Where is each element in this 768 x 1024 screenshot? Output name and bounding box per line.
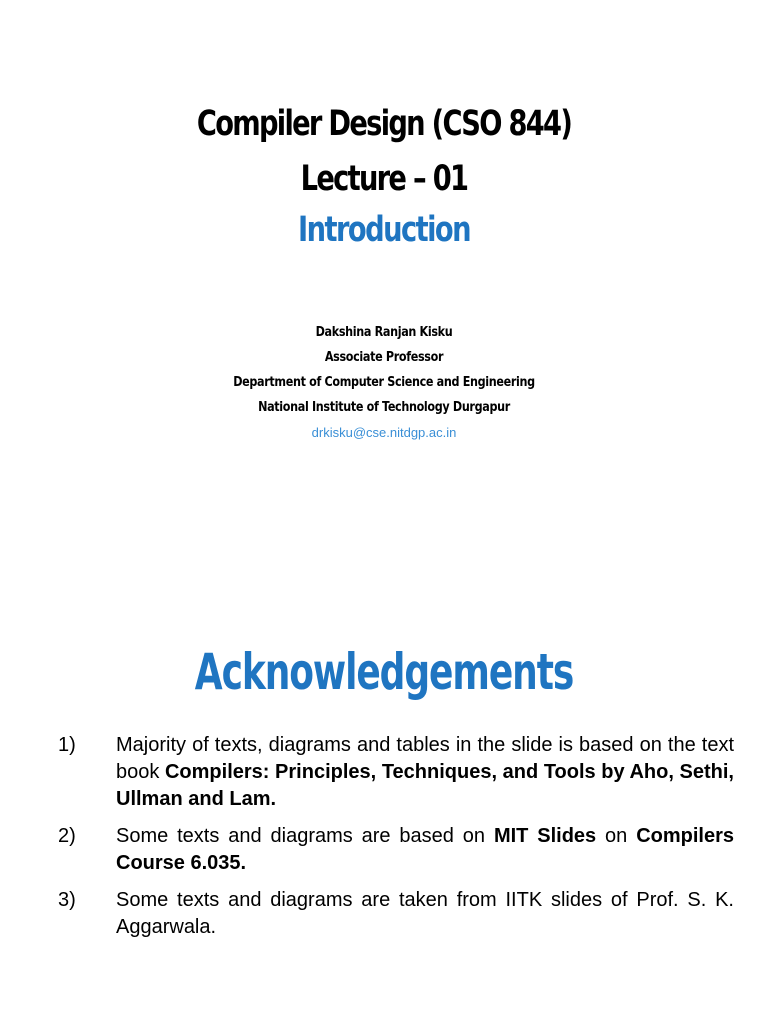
list-item	[0, 823, 768, 877]
list-item-text	[116, 823, 734, 877]
list-item-number: 1)	[58, 734, 76, 756]
text-segment: Some texts and diagrams are based on	[116, 825, 494, 847]
text-segment: Majority of texts, diagrams and tables in the slide is based on the text book	[116, 734, 734, 783]
acknowledgements-slide	[0, 512, 768, 1024]
course-title: Compiler Design (CSO 844)	[196, 104, 572, 144]
text-segment: on	[596, 825, 637, 847]
author-institute: National Institute of Technology Durgapur	[258, 400, 510, 415]
text-segment: Some texts and diagrams are taken from IITK slides of Prof. S. K. Aggarwala.	[116, 889, 734, 938]
bold-text-segment: Compilers: Principles, Techniques, and Tools by Aho, Sethi, Ullman and Lam.	[116, 761, 734, 810]
list-item-text	[116, 732, 734, 813]
list-item-number: 2)	[58, 825, 76, 847]
author-name: Dakshina Ranjan Kisku	[315, 325, 453, 340]
author-email-link[interactable]: drkisku@cse.nitdgp.ac.in	[311, 425, 457, 440]
author-info	[0, 320, 768, 445]
list-item-text	[116, 887, 734, 941]
acknowledgements-list	[0, 732, 768, 951]
bold-text-segment: MIT Slides	[493, 825, 597, 847]
acknowledgements-heading: Acknowledgements	[194, 643, 574, 701]
author-department: Department of Computer Science and Engineering	[233, 375, 535, 390]
list-item	[0, 732, 768, 813]
author-position: Associate Professor	[324, 350, 444, 365]
bold-text-segment: Compilers Course 6.035.	[116, 825, 734, 874]
lecture-number: Lecture – 01	[300, 159, 468, 199]
list-item	[0, 887, 768, 941]
lecture-topic: Introduction	[298, 210, 470, 250]
list-item-number: 3)	[58, 889, 76, 911]
